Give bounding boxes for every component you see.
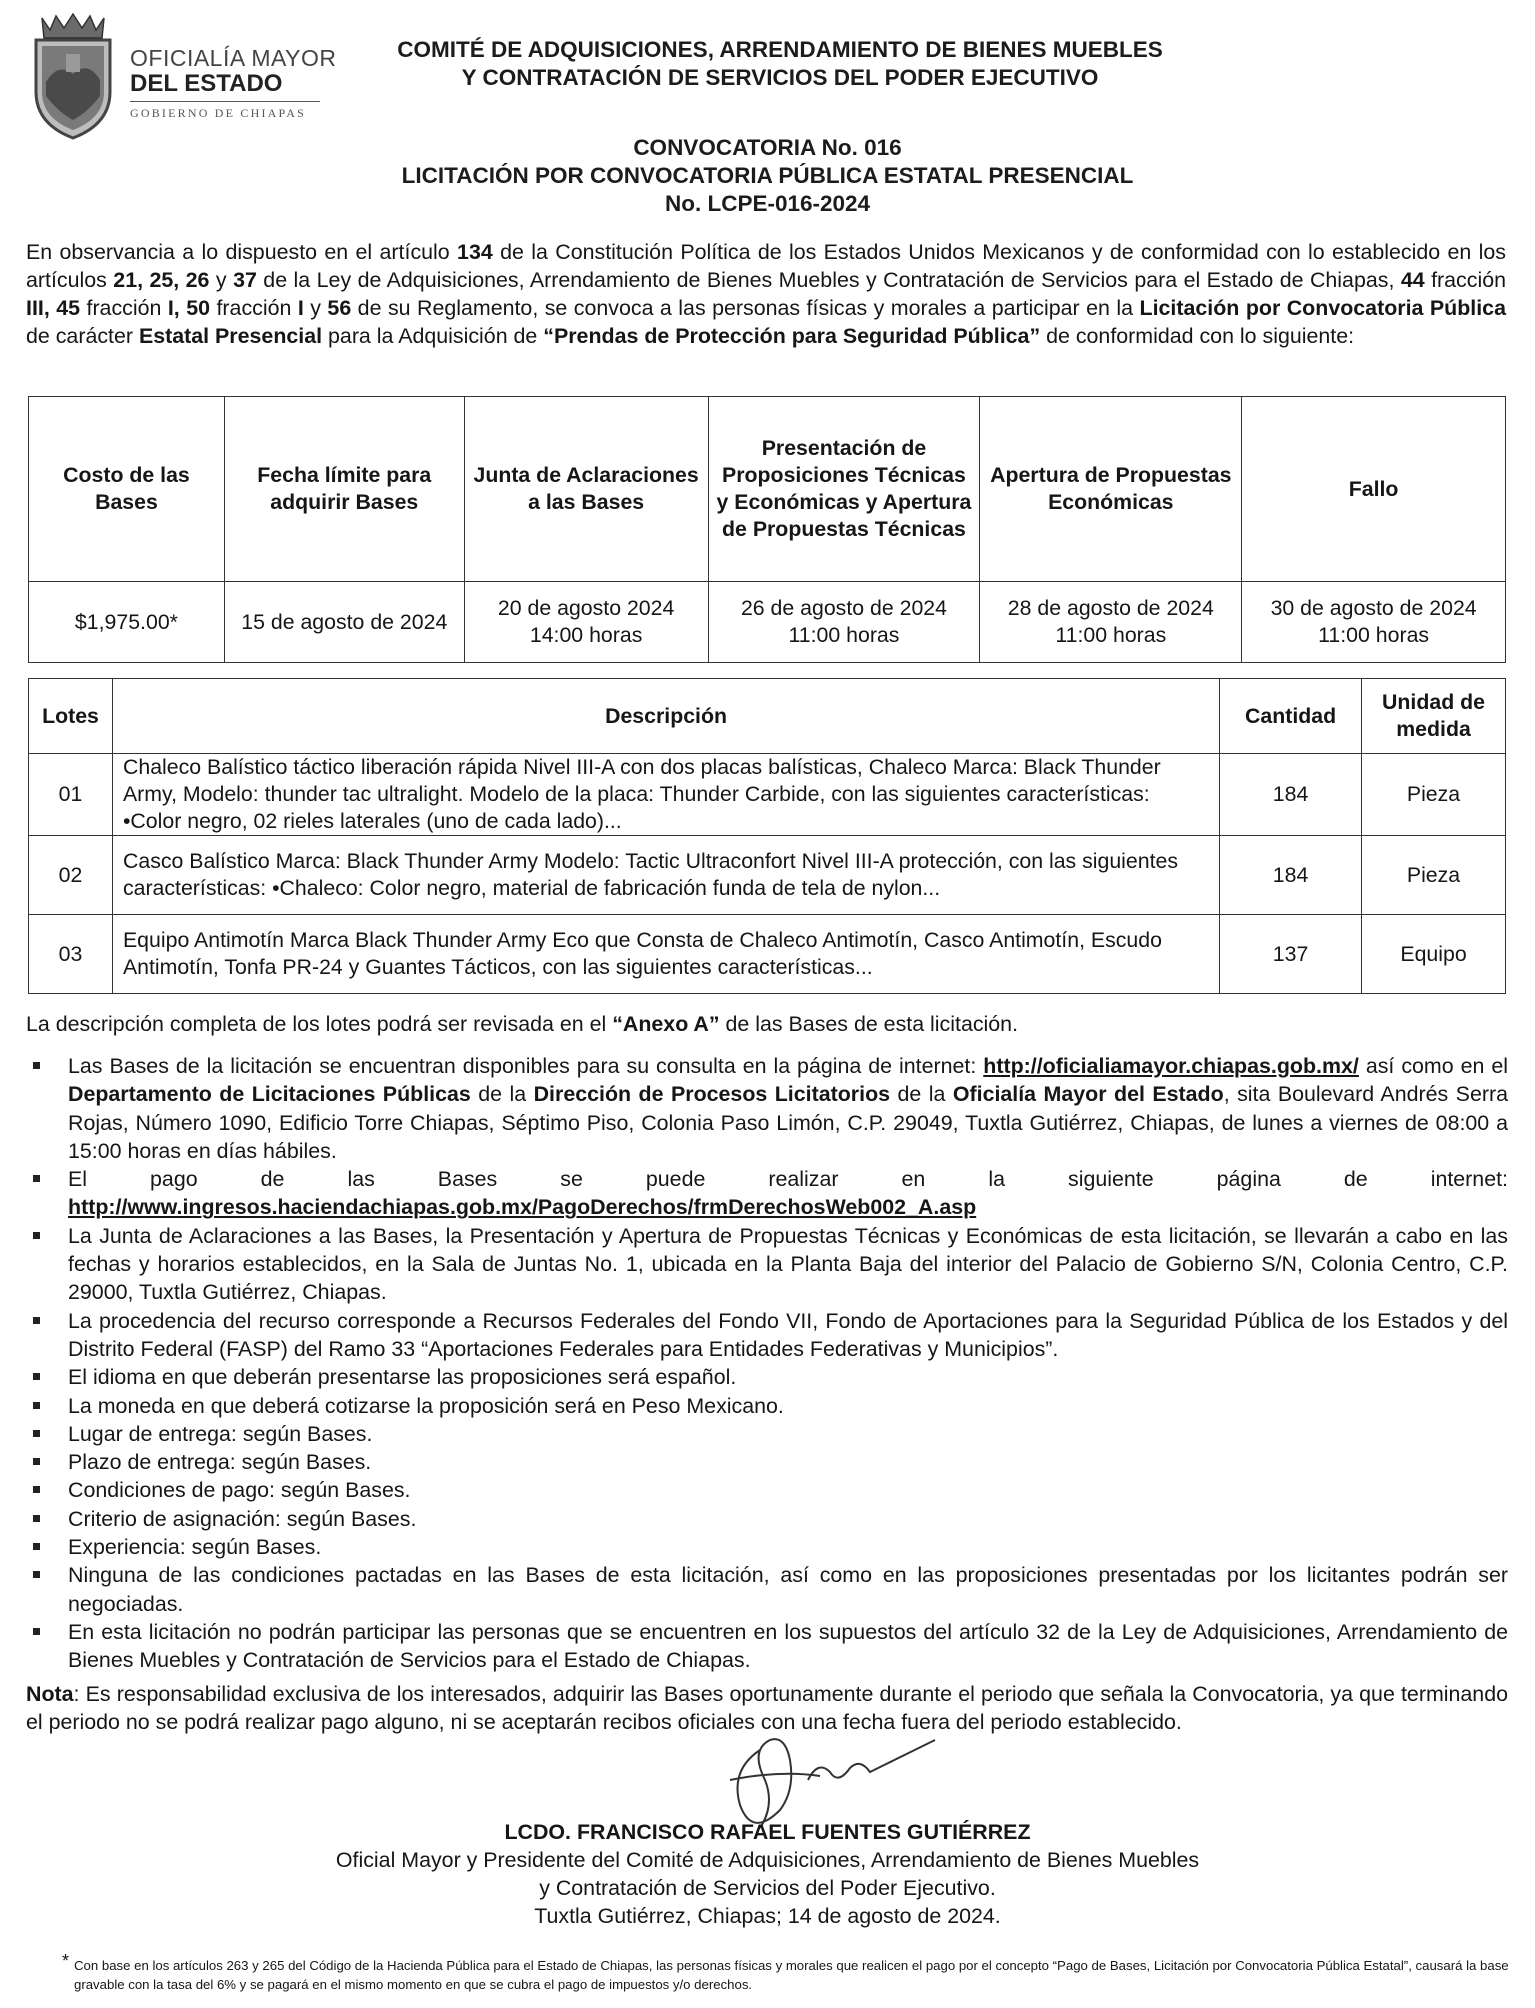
list-item: El pago de las Bases se puede realizar en la siguiente página de internet: http://www.ingresos.haciendachiapas.gob.mx/PagoDerechos/frmDerechosWeb002_A.asp: [26, 1165, 1508, 1222]
lot-description: Equipo Antimotín Marca Black Thunder Army Eco que Consta de Chaleco Antimotín, Casco Antimotín, Escudo Antimotín, Tonfa PR-24 y Guantes Tácticos, con las siguientes características...: [112, 915, 1219, 994]
signatory-title-line2: y Contratación de Servicios del Poder Ejecutivo.: [539, 1876, 996, 1900]
agency-brand: [130, 46, 336, 121]
list-item: El idioma en que deberán presentarse las proposiciones será español.: [26, 1363, 1508, 1391]
schedule-header: Fecha límite para adquirir Bases: [224, 397, 464, 582]
list-item: La Junta de Aclaraciones a las Bases, la Presentación y Apertura de Propuestas Técnicas y Económicas de esta licitación, se llevarán a cabo en las fechas y horarios establecidos, en la Sala de Juntas No. 1, ubicada en la Planta Baja del interior del Palacio de Gobierno S/N, Colonia Centro, C.P. 29000, Tuxtla Gutiérrez, Chiapas.: [26, 1222, 1508, 1307]
list-item: Condiciones de pago: según Bases.: [26, 1476, 1508, 1504]
schedule-header: Costo de las Bases: [29, 397, 225, 582]
schedule-value: 28 de agosto de 2024 11:00 horas: [980, 582, 1242, 663]
lot-unit: Equipo: [1362, 915, 1506, 994]
payment-url-link[interactable]: http://www.ingresos.haciendachiapas.gob.mx/PagoDerechos/frmDerechosWeb002_A.asp: [68, 1195, 977, 1220]
lot-number: 01: [29, 754, 113, 836]
list-item: La moneda en que deberá cotizarse la proposición será en Peso Mexicano.: [26, 1392, 1508, 1420]
schedule-value-row: [29, 582, 1506, 663]
brand-divider: [130, 101, 320, 102]
lot-quantity: 184: [1220, 836, 1362, 915]
signatory-name: LCDO. FRANCISCO RAFAEL FUENTES GUTIÉRREZ: [504, 1820, 1031, 1844]
footnote-star: *: [62, 1951, 70, 1971]
committee-line2: Y CONTRATACIÓN DE SERVICIOS DEL PODER EJECUTIVO: [461, 65, 1099, 90]
lots-header: Cantidad: [1220, 679, 1362, 754]
footnote-text: Con base en los artículos 263 y 265 del Código de la Hacienda Pública para el Estado de Chiapas, las personas físicas y morales que realicen el pago por el concepto “Pago de Bases, Licitación por Convocatoria Pública Estatal”, causará la base gravable con la tasa del 6% y se pagará en el mismo momento en que se cubra el pago de impuestos y/o derechos.: [74, 1958, 1509, 1992]
list-item: Las Bases de la licitación se encuentran disponibles para su consulta en la página de internet: http://oficialiamayor.chiapas.gob.mx/ así como en el Departamento de Licitaciones Públicas de la Dirección de Procesos Licitatorios de la Oficialía Mayor del Estado, sita Boulevard Andrés Serra Rojas, Número 1090, Edificio Torre Chiapas, Séptimo Piso, Colonia Paso Limón, C.P. 29049, Tuxtla Gutiérrez, Chiapas, de lunes a viernes de 08:00 a 15:00 horas en días hábiles.: [26, 1052, 1508, 1165]
lot-unit: Pieza: [1362, 754, 1506, 836]
list-item: Experiencia: según Bases.: [26, 1533, 1508, 1561]
signature-block: [200, 1818, 1335, 1930]
lot-number: 02: [29, 836, 113, 915]
committee-line1: COMITÉ DE ADQUISICIONES, ARRENDAMIENTO DE BIENES MUEBLES: [397, 37, 1163, 62]
conditions-list: [26, 1052, 1508, 1675]
lots-header: Unidad de medida: [1362, 679, 1506, 754]
brand-line1: OFICIALÍA MAYOR: [130, 45, 337, 71]
coat-of-arms-icon: [28, 12, 118, 142]
lots-table: [28, 678, 1506, 994]
lots-header: Descripción: [112, 679, 1219, 754]
schedule-header: Presentación de Proposiciones Técnicas y Económicas y Apertura de Propuestas Técnicas: [708, 397, 980, 582]
footnote: [62, 1951, 1514, 1994]
intro-paragraph: En observancia a lo dispuesto en el artículo 134 de la Constitución Política de los Estados Unidos Mexicanos y de conformidad con lo establecido en los artículos 21, 25, 26 y 37 de la Ley de Adquisiciones, Arrendamiento de Bienes Muebles y Contratación de Servicios para el Estado de Chiapas, 44 fracción III, 45 fracción I, 50 fracción I y 56 de su Reglamento, se convoca a las personas físicas y morales a participar en la Licitación por Convocatoria Pública de carácter Estatal Presencial para la Adquisición de “Prendas de Protección para Seguridad Pública” de conformidad con lo siguiente:: [26, 240, 1507, 348]
signatory-title-line1: Oficial Mayor y Presidente del Comité de Adquisiciones, Arrendamiento de Bienes Muebles: [335, 1848, 1200, 1872]
brand-line2: DEL ESTADO: [130, 70, 283, 97]
schedule-value: $1,975.00*: [29, 582, 225, 663]
list-item: Ninguna de las condiciones pactadas en las Bases de esta licitación, así como en las proposiciones presentadas por los licitantes podrán ser negociadas.: [26, 1561, 1508, 1618]
schedule-header: Fallo: [1242, 397, 1506, 582]
lot-description: Chaleco Balístico táctico liberación rápida Nivel III-A con dos placas balísticas, Chaleco Marca: Black Thunder Army, Modelo: thunder tac ultralight. Modelo de la placa: Thunder Carbide, con las siguientes características: •Color negro, 02 rieles laterales (uno de cada lado)...: [112, 754, 1219, 836]
lot-quantity: 184: [1220, 754, 1362, 836]
schedule-value: 20 de agosto 2024 14:00 horas: [464, 582, 708, 663]
list-item: Plazo de entrega: según Bases.: [26, 1448, 1508, 1476]
table-row: [29, 754, 1506, 836]
list-item: Criterio de asignación: según Bases.: [26, 1505, 1508, 1533]
lot-description: Casco Balístico Marca: Black Thunder Army Modelo: Tactic Ultraconfort Nivel III-A protección, con las siguientes características: •Chaleco: Color negro, material de fabricación funda de tela de nylon...: [112, 836, 1219, 915]
schedule-header: Junta de Aclaraciones a las Bases: [464, 397, 708, 582]
table-row: [29, 836, 1506, 915]
schedule-value: 15 de agosto de 2024: [224, 582, 464, 663]
nota-paragraph: Nota: Es responsabilidad exclusiva de los interesados, adquirir las Bases oportunamente durante el periodo que señala la Convocatoria, ya que terminando el periodo no se podrá realizar pago alguno, ni se aceptarán recibos oficiales con una fecha fuera del periodo establecido.: [26, 1682, 1508, 1734]
convocatoria-title: [200, 134, 1335, 218]
schedule-value: 26 de agosto de 2024 11:00 horas: [708, 582, 980, 663]
bases-url-link[interactable]: http://oficialiamayor.chiapas.gob.mx/: [983, 1054, 1359, 1078]
brand-line3: GOBIERNO DE CHIAPAS: [130, 106, 307, 120]
table-row: [29, 915, 1506, 994]
schedule-table: [28, 396, 1506, 663]
list-item: En esta licitación no podrán participar las personas que se encuentren en los supuestos del artículo 32 de la Ley de Adquisiciones, Arrendamiento de Bienes Muebles y Contratación de Servicios para el Estado de Chiapas.: [26, 1618, 1508, 1675]
title-line1: CONVOCATORIA No. 016: [633, 135, 902, 160]
schedule-header-row: [29, 397, 1506, 582]
schedule-value: 30 de agosto de 2024 11:00 horas: [1242, 582, 1506, 663]
lot-quantity: 137: [1220, 915, 1362, 994]
list-item: La procedencia del recurso corresponde a Recursos Federales del Fondo VII, Fondo de Aportaciones para la Seguridad Pública de los Estados y del Distrito Federal (FASP) del Ramo 33 “Aportaciones Federales para Entidades Federativas y Municipios”.: [26, 1307, 1508, 1364]
place-date: Tuxtla Gutiérrez, Chiapas; 14 de agosto de 2024.: [534, 1904, 1001, 1928]
title-line3: No. LCPE-016-2024: [664, 191, 871, 216]
lots-header-row: [29, 679, 1506, 754]
full-description-note: La descripción completa de los lotes podrá ser revisada en el “Anexo A” de las Bases de esta licitación.: [26, 1012, 1019, 1036]
schedule-header: Apertura de Propuestas Económicas: [980, 397, 1242, 582]
title-line2: LICITACIÓN POR CONVOCATORIA PÚBLICA ESTATAL PRESENCIAL: [401, 163, 1134, 188]
lot-unit: Pieza: [1362, 836, 1506, 915]
lots-header: Lotes: [29, 679, 113, 754]
committee-heading: [330, 36, 1230, 92]
lot-number: 03: [29, 915, 113, 994]
list-item: Lugar de entrega: según Bases.: [26, 1420, 1508, 1448]
